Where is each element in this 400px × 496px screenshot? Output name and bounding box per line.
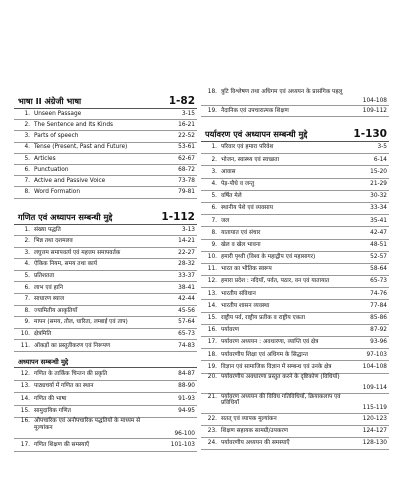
toc-row xyxy=(14,225,197,237)
toc-page-range: 84-87 xyxy=(178,370,195,377)
toc-title: Articles xyxy=(34,155,56,162)
toc-title: यातायात एवं संचार xyxy=(221,229,261,236)
toc-page-range: 35-41 xyxy=(370,217,387,224)
toc-row xyxy=(201,154,389,166)
toc-title: जल xyxy=(221,217,230,224)
toc-title: लाभ एवं हानि xyxy=(34,284,63,291)
toc-title: सतत् एवं व्यापक मूल्यांकन xyxy=(221,415,277,422)
toc-title: गणित की भाषा xyxy=(34,395,67,402)
toc-page-range: 48-51 xyxy=(370,241,387,248)
toc-number: 15. xyxy=(20,408,30,415)
toc-row xyxy=(14,418,197,439)
toc-page-range: 120-123 xyxy=(362,415,387,422)
toc-row xyxy=(201,191,389,203)
toc-number: 9. xyxy=(24,319,30,326)
toc-number: 24. xyxy=(207,440,217,447)
toc-page-range: 96-100 xyxy=(174,431,195,437)
toc-row xyxy=(14,131,197,142)
toc-page-range: 57-64 xyxy=(178,319,195,326)
toc-page-range: 6-14 xyxy=(373,156,387,163)
toc-page-range: 52-57 xyxy=(370,254,387,261)
toc-page-range: 109-114 xyxy=(362,385,387,392)
toc-title: खेल व खेल भावना xyxy=(221,241,261,248)
toc-title: हमारा प्रदेश : नदियाँ, पर्वत, पठार, वन एवं यातायात xyxy=(221,278,330,285)
toc-row xyxy=(201,276,389,288)
toc-number: 3. xyxy=(24,249,30,256)
section-header-environment xyxy=(201,125,389,142)
toc-page-range: 3-15 xyxy=(181,110,195,117)
toc-number: 8. xyxy=(24,189,30,196)
toc-number: 7. xyxy=(24,178,30,185)
toc-number: 10. xyxy=(20,330,30,337)
toc-row xyxy=(14,143,197,154)
toc-title: हमारी पृथ्वी (विश्व के महाद्वीप एवं महासागर) xyxy=(221,254,316,261)
toc-title: पेड़-पौधे व जन्तु xyxy=(221,180,255,187)
toc-number: 14. xyxy=(207,302,217,309)
toc-page-range: 93-96 xyxy=(370,339,387,346)
toc-row xyxy=(14,381,197,394)
toc-title: औपचारिक एवं अनौपचारिक पद्धतियों के माध्यम से मूल्यांकन xyxy=(34,418,141,431)
toc-page-range: 101-103 xyxy=(170,442,195,448)
toc-row xyxy=(201,240,389,252)
toc-title: वर्षित मेले xyxy=(221,193,242,200)
toc-row xyxy=(201,227,389,239)
toc-number: 11. xyxy=(20,342,30,349)
toc-row xyxy=(14,282,197,294)
section-title: गणित एवं अध्यापन सम्बन्धी मुद्दे xyxy=(18,211,113,222)
subsection-header-pedagogy xyxy=(14,355,197,368)
toc-number: 1. xyxy=(211,144,217,151)
toc-row xyxy=(14,340,197,352)
toc-title: भिन्न तथा दशमलव xyxy=(34,238,73,245)
toc-title: पर्यावरण अध्ययन की विविध गतिविधियाँ, क्रियाकलाप एवं प्रविधियाँ xyxy=(221,393,341,406)
toc-row xyxy=(201,288,389,300)
toc-number: 2. xyxy=(211,156,217,163)
toc-number: 4. xyxy=(24,144,30,151)
toc-title: विज्ञान एवं सामाजिक विज्ञान में सम्बन्ध एवं उनके क्षेत्र xyxy=(221,363,332,370)
toc-number: 1. xyxy=(24,226,30,233)
toc-page-range: 33-34 xyxy=(370,205,387,212)
toc-page-range: 73-78 xyxy=(178,178,195,185)
toc-number: 23. xyxy=(207,428,217,435)
toc-number: 9. xyxy=(211,241,217,248)
toc-row xyxy=(14,271,197,283)
toc-page-range: 65-73 xyxy=(370,278,387,285)
toc-title: परिवार एवं हमारा परिवेश xyxy=(221,144,274,151)
toc-page-range: 22-27 xyxy=(178,249,195,256)
toc-page-range: 94-95 xyxy=(178,408,195,415)
toc-number: 7. xyxy=(211,217,217,224)
toc-title: ऑकड़ों का प्रस्तुतीकरण एवं निरूपण xyxy=(34,342,111,349)
toc-number: 22. xyxy=(207,415,217,422)
toc-page-range: 109-112 xyxy=(362,107,387,114)
toc-title: पर्यावरणीय अध्ययन की समस्याएँ xyxy=(221,440,290,447)
toc-page-range: 74-76 xyxy=(370,290,387,297)
section-page-range: 1-82 xyxy=(168,95,195,107)
toc-page-range: 33-37 xyxy=(178,272,195,279)
toc-page-range: 45-56 xyxy=(178,307,195,314)
toc-number: 8. xyxy=(211,229,217,236)
toc-page-range: 21-29 xyxy=(370,180,387,187)
toc-row xyxy=(201,215,389,227)
toc-title: संख्या पद्धति xyxy=(34,226,61,233)
toc-title: पर्यावरण xyxy=(221,327,239,334)
toc-number: 4. xyxy=(211,180,217,187)
toc-page-range: 14-21 xyxy=(178,238,195,245)
toc-page-range: 79-81 xyxy=(178,189,195,196)
toc-number: 16. xyxy=(20,418,30,425)
section-title: पर्यावरण एवं अध्यापन सम्बन्धी मुद्दे xyxy=(205,129,308,139)
left-column xyxy=(14,92,197,452)
right-column xyxy=(201,89,389,450)
toc-row xyxy=(14,154,197,165)
toc-row xyxy=(14,393,197,406)
subsection-title: अध्यापन सम्बन्धी मुद्दे xyxy=(18,358,69,367)
section-page-range: 1-130 xyxy=(353,128,387,140)
toc-row xyxy=(14,165,197,176)
toc-page-range: 128-130 xyxy=(362,440,387,447)
toc-number: 10. xyxy=(207,254,217,261)
toc-row xyxy=(201,179,389,191)
toc-title: The Sentence and Its Kinds xyxy=(34,122,114,129)
toc-title: गणित शिक्षण की समस्याएँ xyxy=(34,442,90,448)
toc-row xyxy=(14,120,197,131)
toc-number: 6. xyxy=(24,284,30,291)
toc-number: 7. xyxy=(24,296,30,303)
toc-row xyxy=(14,248,197,260)
toc-number: 13. xyxy=(20,383,30,390)
toc-row xyxy=(14,406,197,419)
toc-title: पर्यावरणीय अवधारणा प्रस्तुत करने के दृष्टिकोण (विधियाँ) xyxy=(221,373,340,380)
toc-number: 3. xyxy=(211,168,217,175)
toc-page-range: 88-90 xyxy=(178,383,195,390)
toc-number: 5. xyxy=(24,272,30,279)
toc-page-range: 30-32 xyxy=(370,193,387,200)
section-header-english xyxy=(14,92,197,109)
toc-title: Punctuation xyxy=(34,166,69,173)
toc-number: 4. xyxy=(24,261,30,268)
toc-title: भारतीय शासन व्यवस्था xyxy=(221,302,270,309)
toc-page-range: 68-72 xyxy=(178,166,195,173)
toc-number: 14. xyxy=(20,395,30,402)
toc-title: साधारण ब्याज xyxy=(34,296,64,303)
toc-title: आवास xyxy=(221,168,236,175)
toc-page-range: 85-86 xyxy=(370,315,387,322)
toc-page-range: 62-67 xyxy=(178,155,195,162)
toc-page-range: 104-108 xyxy=(362,363,387,370)
toc-page-range: 15-20 xyxy=(370,168,387,175)
toc-row xyxy=(14,294,197,306)
toc-row xyxy=(14,236,197,248)
toc-number: 16. xyxy=(207,327,217,334)
toc-page-range: 28-32 xyxy=(178,261,195,268)
toc-title: Active and Passive Voice xyxy=(34,178,106,185)
toc-title: स्थानीय पेशे एवं व्यवसाय xyxy=(221,205,273,212)
toc-row xyxy=(14,306,197,318)
toc-row xyxy=(14,187,197,198)
toc-page-range: 91-93 xyxy=(178,395,195,402)
toc-row xyxy=(201,252,389,264)
toc-title: Word Formation xyxy=(34,189,81,196)
toc-number: 6. xyxy=(24,166,30,173)
toc-number: 18. xyxy=(207,351,217,358)
toc-title: पर्यावरणीय शिक्षा एवं अधिगम के सिद्धान्त xyxy=(221,351,308,358)
toc-row xyxy=(14,109,197,120)
toc-number: 19. xyxy=(207,363,217,370)
toc-page-range: 42-44 xyxy=(178,296,195,303)
toc-number: 15. xyxy=(207,315,217,322)
toc-page-range: 42-47 xyxy=(370,229,387,236)
toc-page-range: 22-52 xyxy=(178,133,195,140)
toc-number: 17. xyxy=(20,442,30,448)
toc-number: 12. xyxy=(20,370,30,377)
toc-number: 5. xyxy=(24,155,30,162)
section-header-math xyxy=(14,208,197,225)
toc-title: लघुत्तम समापवर्त्य एवं महत्तम समापवर्तक xyxy=(34,249,121,256)
toc-title: शिक्षण सहायक सामग्री/उपकरण xyxy=(221,428,288,435)
toc-page-range: 58-64 xyxy=(370,266,387,273)
toc-title: ऐकिक नियम, समय तथा कार्य xyxy=(34,261,97,268)
toc-row xyxy=(201,106,389,117)
toc-page-range: 74-83 xyxy=(178,342,195,349)
toc-page-range: 3-13 xyxy=(181,226,195,233)
toc-number: 6. xyxy=(211,205,217,212)
toc-number: 20. xyxy=(207,373,217,380)
toc-number: 12. xyxy=(207,278,217,285)
toc-row xyxy=(201,300,389,312)
toc-row xyxy=(201,414,389,426)
toc-row xyxy=(201,394,389,414)
toc-row xyxy=(201,313,389,325)
toc-page-range: 38-41 xyxy=(178,284,195,291)
section-title: भाषा II अंग्रेजी भाषा xyxy=(18,96,82,106)
toc-title: क्षेत्रमिति xyxy=(34,330,52,337)
toc-row xyxy=(201,325,389,337)
toc-page-range: 97-103 xyxy=(366,351,387,358)
toc-title: सामुदायिक गणित xyxy=(34,408,71,415)
toc-number: 11. xyxy=(207,266,217,273)
toc-title: नैदानिक एवं उपचारात्मक शिक्षण xyxy=(221,107,289,114)
toc-title: भारतीय संविधान xyxy=(221,290,256,297)
toc-page-range: 53-61 xyxy=(178,144,195,151)
toc-title: Unseen Passage xyxy=(34,110,82,117)
toc-title: पर्यावरण अध्ययन : अवधारणा, व्याप्ति एवं क्षेत्र xyxy=(221,339,319,346)
toc-title: मापन (समय, तौल, धारिता, लम्बाई एवं ताप) xyxy=(34,319,128,326)
toc-number: 8. xyxy=(24,307,30,314)
toc-number: 1. xyxy=(24,110,30,117)
toc-row xyxy=(201,337,389,349)
toc-number: 2. xyxy=(24,122,30,129)
toc-title: गणित के तार्किक चिन्तन की प्रकृति xyxy=(34,370,108,377)
toc-page-range: 65-73 xyxy=(178,330,195,337)
toc-page-range: 77-84 xyxy=(370,302,387,309)
toc-row xyxy=(14,176,197,187)
toc-title: ज्यामितीय आकृतियाँ xyxy=(34,307,78,314)
toc-page-range: 115-119 xyxy=(362,405,387,412)
toc-row xyxy=(14,329,197,341)
toc-number: 2. xyxy=(24,238,30,245)
toc-row xyxy=(201,349,389,361)
toc-title: भोजन, स्वास्थ्य एवं स्वच्छता xyxy=(221,156,280,163)
toc-number: 17. xyxy=(207,339,217,346)
toc-number: 3. xyxy=(24,133,30,140)
toc-title: प्रतिशतता xyxy=(34,272,55,279)
toc-title: Parts of speech xyxy=(34,133,79,140)
toc-number: 19. xyxy=(207,107,217,114)
toc-title: पाठ्यचर्या में गणित का स्थान xyxy=(34,383,94,390)
toc-row xyxy=(14,259,197,271)
toc-page-range: 87-92 xyxy=(370,327,387,334)
toc-row xyxy=(201,374,389,394)
toc-number: 21. xyxy=(207,393,217,400)
toc-number: 13. xyxy=(207,290,217,297)
toc-row xyxy=(14,317,197,329)
toc-page-range: 124-127 xyxy=(362,428,387,435)
toc-page-range: 16-21 xyxy=(178,122,195,129)
toc-row xyxy=(14,368,197,381)
toc-page-range: 3-5 xyxy=(377,144,387,151)
toc-row xyxy=(201,438,389,450)
toc-row xyxy=(201,361,389,373)
toc-row xyxy=(201,142,389,154)
toc-row xyxy=(201,264,389,276)
toc-page-range: 104-108 xyxy=(362,97,387,104)
toc-number: 18. xyxy=(207,89,217,95)
toc-row xyxy=(201,89,389,106)
toc-row xyxy=(14,439,197,452)
toc-row xyxy=(201,203,389,215)
toc-number: 5. xyxy=(211,193,217,200)
toc-row xyxy=(201,426,389,438)
toc-row xyxy=(201,166,389,178)
toc-title: त्रुटि विश्लेषण तथा अधिगम एवं अध्ययन के प्रासंगिक पहलू xyxy=(221,89,343,95)
section-page-range: 1-112 xyxy=(161,210,195,223)
toc-title: भारत का भौतिक स्वरूप xyxy=(221,266,272,273)
toc-title: Tense (Present, Past and Future) xyxy=(34,144,128,151)
toc-title: राष्ट्रीय पर्व, राष्ट्रीय प्रतीक व राष्ट्रीय एकता xyxy=(221,315,306,322)
